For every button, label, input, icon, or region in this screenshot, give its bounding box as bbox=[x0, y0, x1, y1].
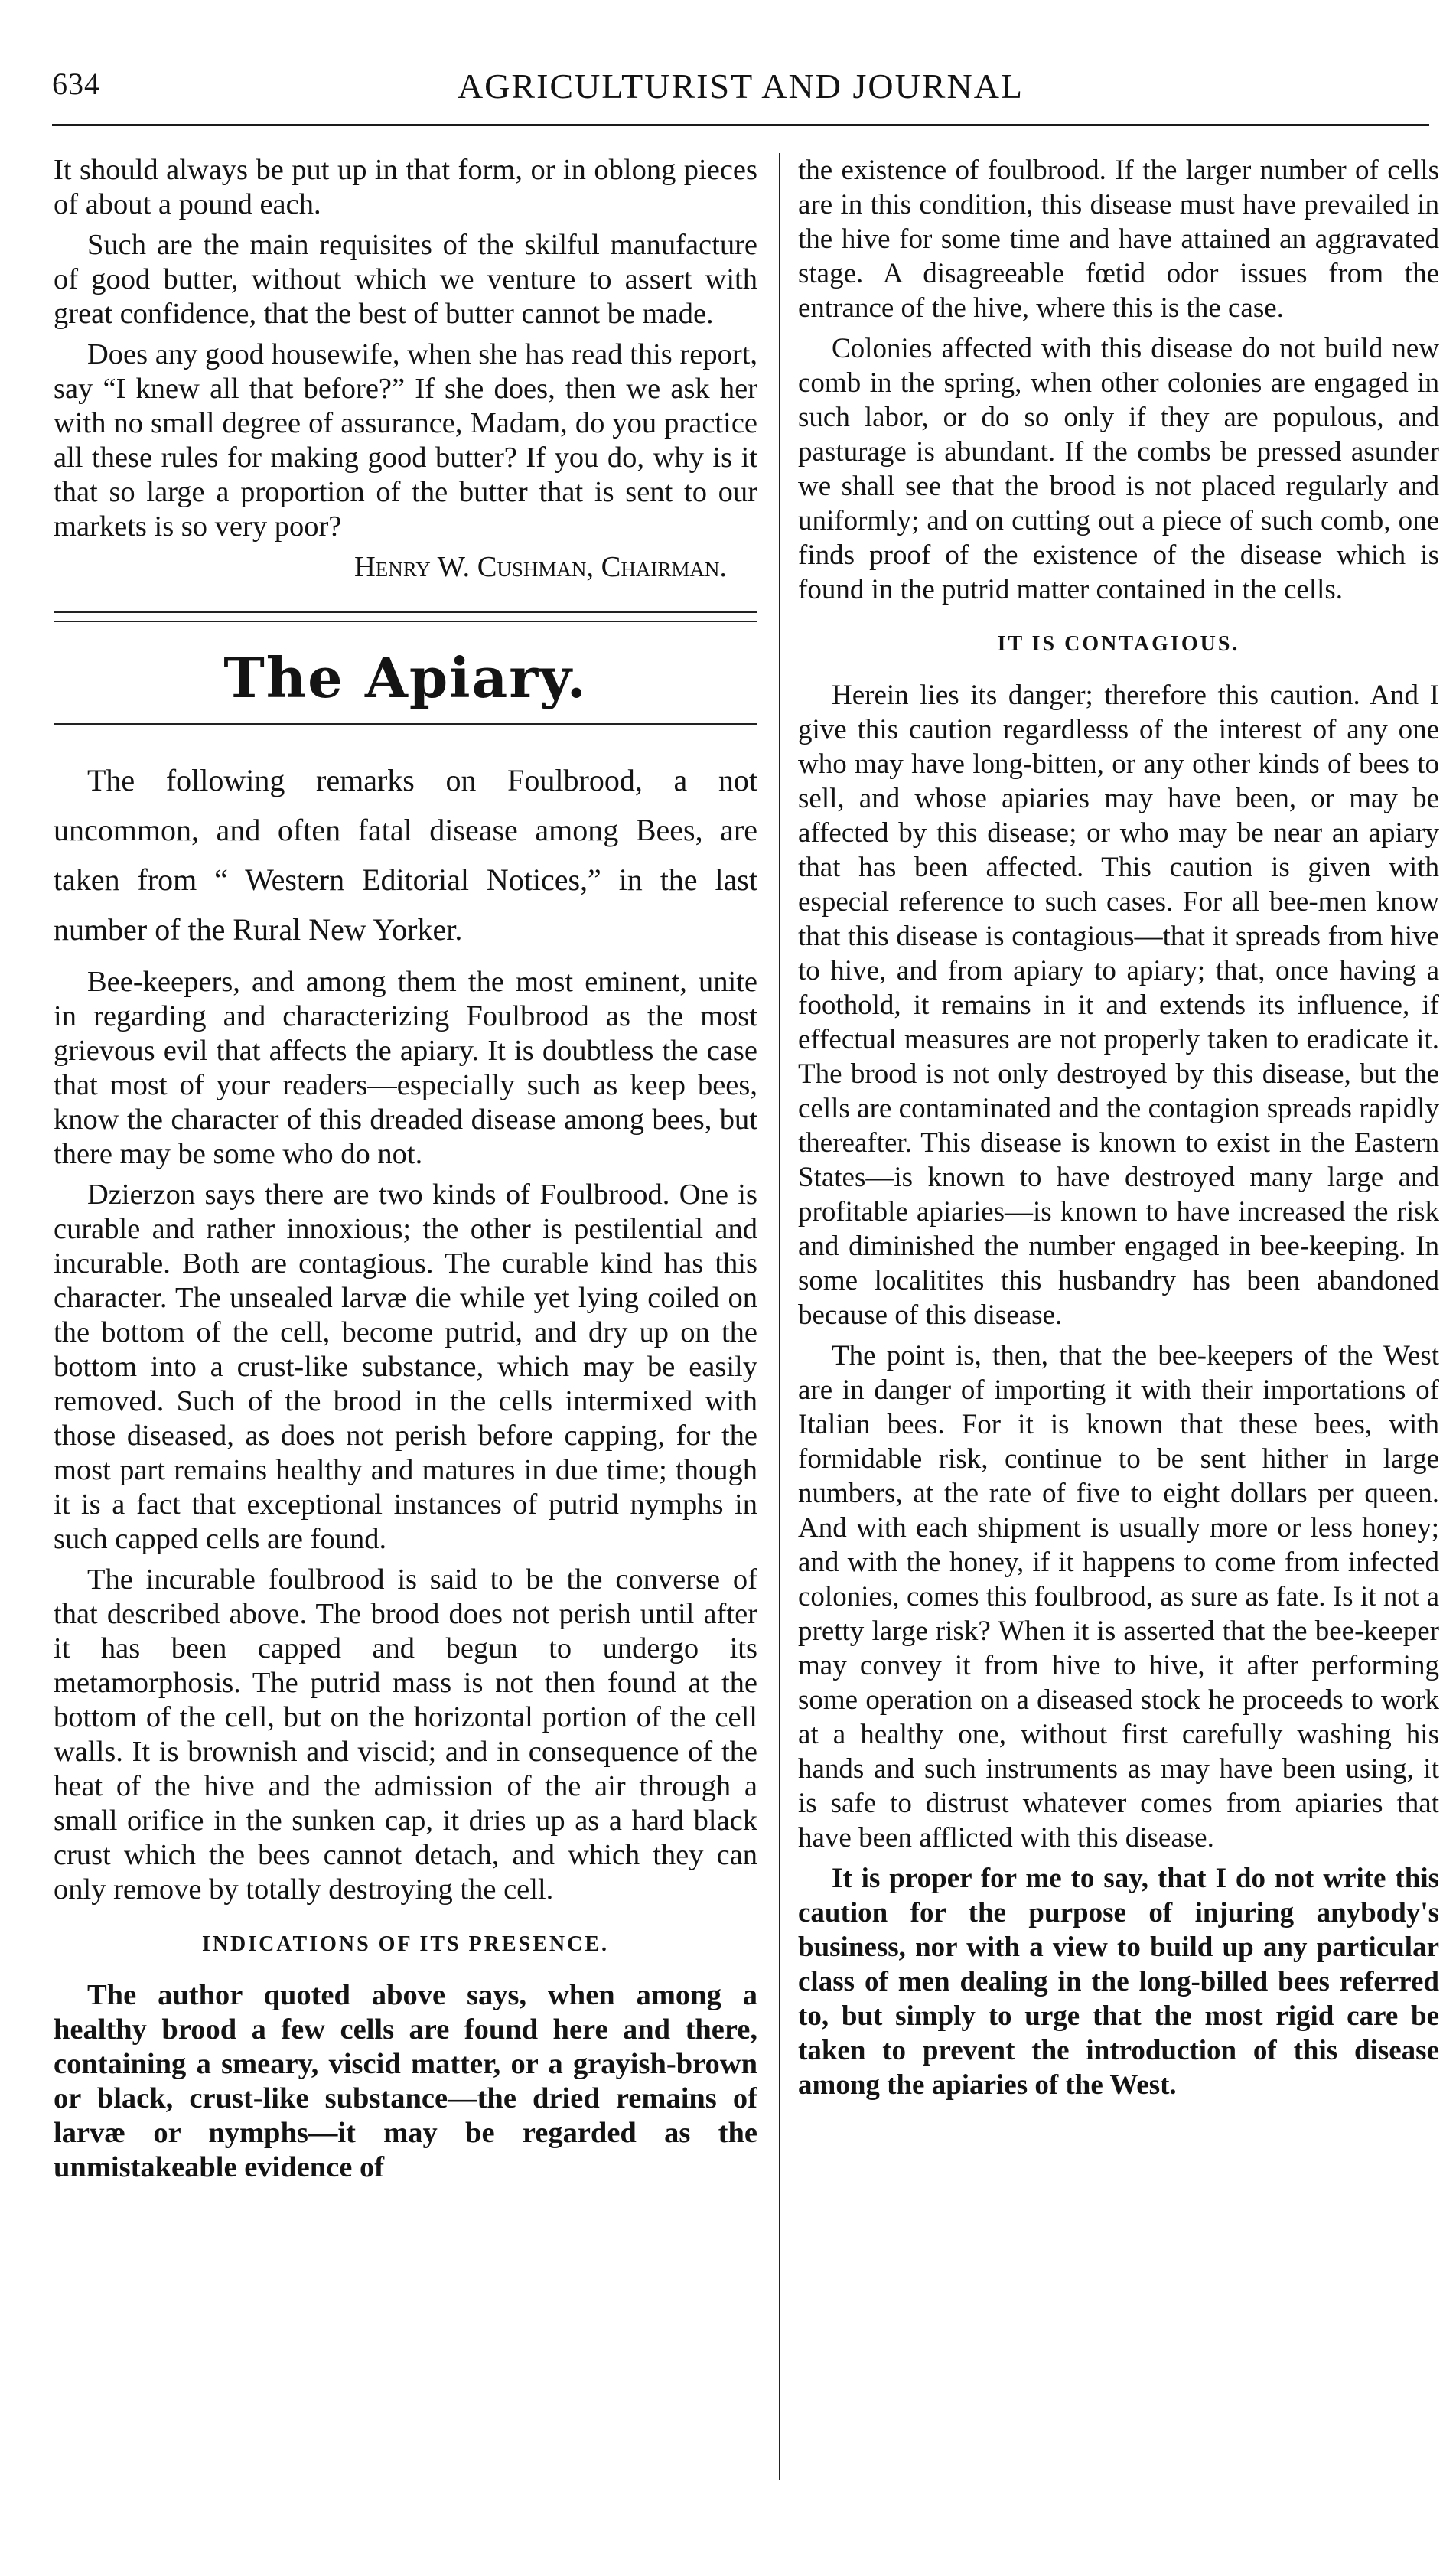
left-column bbox=[54, 153, 757, 2518]
paragraph: Such are the main requisites of the skilful manufacture of good butter, without which we venture to assert with great confidence, that the best of butter cannot be made. bbox=[54, 229, 757, 330]
right-column bbox=[798, 153, 1439, 2518]
paragraph: The author quoted above says, when among a healthy brood a few cells are found here and there, containing a smeary, viscid matter, or a grayish-brown or black, crust-like substance—the dried remains of larvæ or nymphs—it may be regarded as the unmistakeable evidence of bbox=[54, 1979, 757, 2183]
page-number: 634 bbox=[52, 67, 100, 101]
intro-paragraph: The following remarks on Foulbrood, a not uncommon, and often fatal disease among Bees, are taken from “ Western Editorial Notices,” in the last number of the Rural New Yorker. bbox=[54, 763, 757, 947]
paragraph: The point is, then, that the bee-keepers of the West are in danger of importing it with their importations of Italian bees. For it is known that these bees, with formidable risk, continue to be sent hither in large numbers, at the rate of five to eight dollars per queen. And with each shipment is usually more or less honey; and with the honey, if it happens to come from infected colonies, comes this foulbrood, as sure as fate. Is it not a pretty large risk? When it is asserted that the bee-keeper may convey it from hive to hive, it after performing some operation on a diseased stock he proceeds to work at a healthy one, without first carefully washing his hands and such instruments as may have been using, it is safe to distrust whatever comes from apiaries that have been afflicted with this disease. bbox=[798, 1340, 1439, 1854]
subheading: INDICATIONS OF ITS PRESENCE. bbox=[201, 1932, 610, 1956]
signature: Henry W. Cushman, Chairman. bbox=[353, 551, 727, 583]
column-divider bbox=[779, 153, 780, 2480]
paragraph: Dzierzon says there are two kinds of Foulbrood. One is curable and rather innoxious; the other is pestilential and incurable. Both are contagious. The curable kind has this character. The unsealed larvæ die while yet lying coiled on the bottom of the cell, become putrid, and dry up on the bottom into a crust-like substance, which may be easily removed. Such of the brood in the cells intermixed with those diseased, as does not perish before capping, for the most part remains healthy and matures in due time; though it is a fact that exceptional instances of putrid nymphs in such capped cells are found. bbox=[54, 1179, 757, 1555]
header-rule bbox=[52, 124, 1429, 126]
subheading: IT IS CONTAGIOUS. bbox=[997, 632, 1240, 656]
paragraph: Colonies affected with this disease do not build new comb in the spring, when other colonies are engaged in such labor, or do so only if they are populous, and pasturage is abundant. If the combs be pressed asunder we shall see that the brood is not placed regularly and uniformly; and on cutting out a piece of such comb, one finds proof of the existence of the disease which is found in the putrid matter contained in the cells. bbox=[798, 333, 1439, 605]
page-header bbox=[52, 66, 1429, 119]
section-divider bbox=[54, 611, 757, 622]
title-rule bbox=[54, 723, 757, 725]
paragraph: It should always be put up in that form, or in oblong pieces of about a pound each. bbox=[54, 154, 757, 220]
paragraph: Bee-keepers, and among them the most eminent, unite in regarding and characterizing Foulbrood as the most grievous evil that affects the apiary. It is doubtless the case that most of your readers—especially such as keep bees, know the character of this dreaded disease among bees, but there may be some who do not. bbox=[54, 966, 757, 1170]
paragraph: It is proper for me to say, that I do not write this caution for the purpose of injuring anybody's business, nor with a view to build up any particular class of men dealing in the long-billed bees referred to, but simply to urge that the most rigid care be taken to prevent the introduction of this disease among the apiaries of the West. bbox=[798, 1863, 1439, 2101]
running-title: AGRICULTURIST AND JOURNAL bbox=[457, 67, 1024, 106]
section-title: The Apiary. bbox=[223, 645, 588, 710]
paragraph: The incurable foulbrood is said to be the converse of that described above. The brood does not perish until after it has been capped and begun to undergo its metamorphosis. The putrid mass is not then found at the bottom of the cell, but on the horizontal portion of the cell walls. It is brownish and viscid; and in consequence of the heat of the hive and the admission of the air through a small orifice in the sunken cap, it dries up as a hard black crust which the bees cannot detach, and which they can only remove by totally destroying the cell. bbox=[54, 1563, 757, 1906]
paragraph: Herein lies its danger; therefore this caution. And I give this caution regardlesss of the interest of any one who may have long-bitten, or any other kinds of bees to sell, and whose apiaries may have been, or may be affected by this disease; or who may be near an apiary that has been affected. This caution is given with especial reference to such cases. For all bee-men know that this disease is contagious—that it spreads from hive to hive, and from apiary to apiary; that, once having a foothold, it remains in it and extends its influence, if effectual measures are not properly taken to eradicate it. The brood is not only destroyed by this disease, but the cells are contaminated and the contagion spreads rapidly thereafter. This disease is known to exist in the Eastern States—is known to have destroyed many large and profitable apiaries—is known to have increased the risk and diminished the number engaged in bee-keeping. In some localitites this husbandry has been abandoned because of this disease. bbox=[798, 680, 1439, 1331]
paragraph: Does any good housewife, when she has read this report, say “I knew all that before?” If she does, then we ask her with no small degree of assurance, Madam, do you practice all these rules for making good butter? If you do, why is it that so large a proportion of the butter that is sent to our markets is so very poor? bbox=[54, 338, 757, 543]
paragraph: the existence of foulbrood. If the larger number of cells are in this condition, this disease must have prevailed in the hive for some time and have attained an aggravated stage. A disagreeable fœtid odor issues from the entrance of the hive, where this is the case. bbox=[798, 155, 1439, 324]
